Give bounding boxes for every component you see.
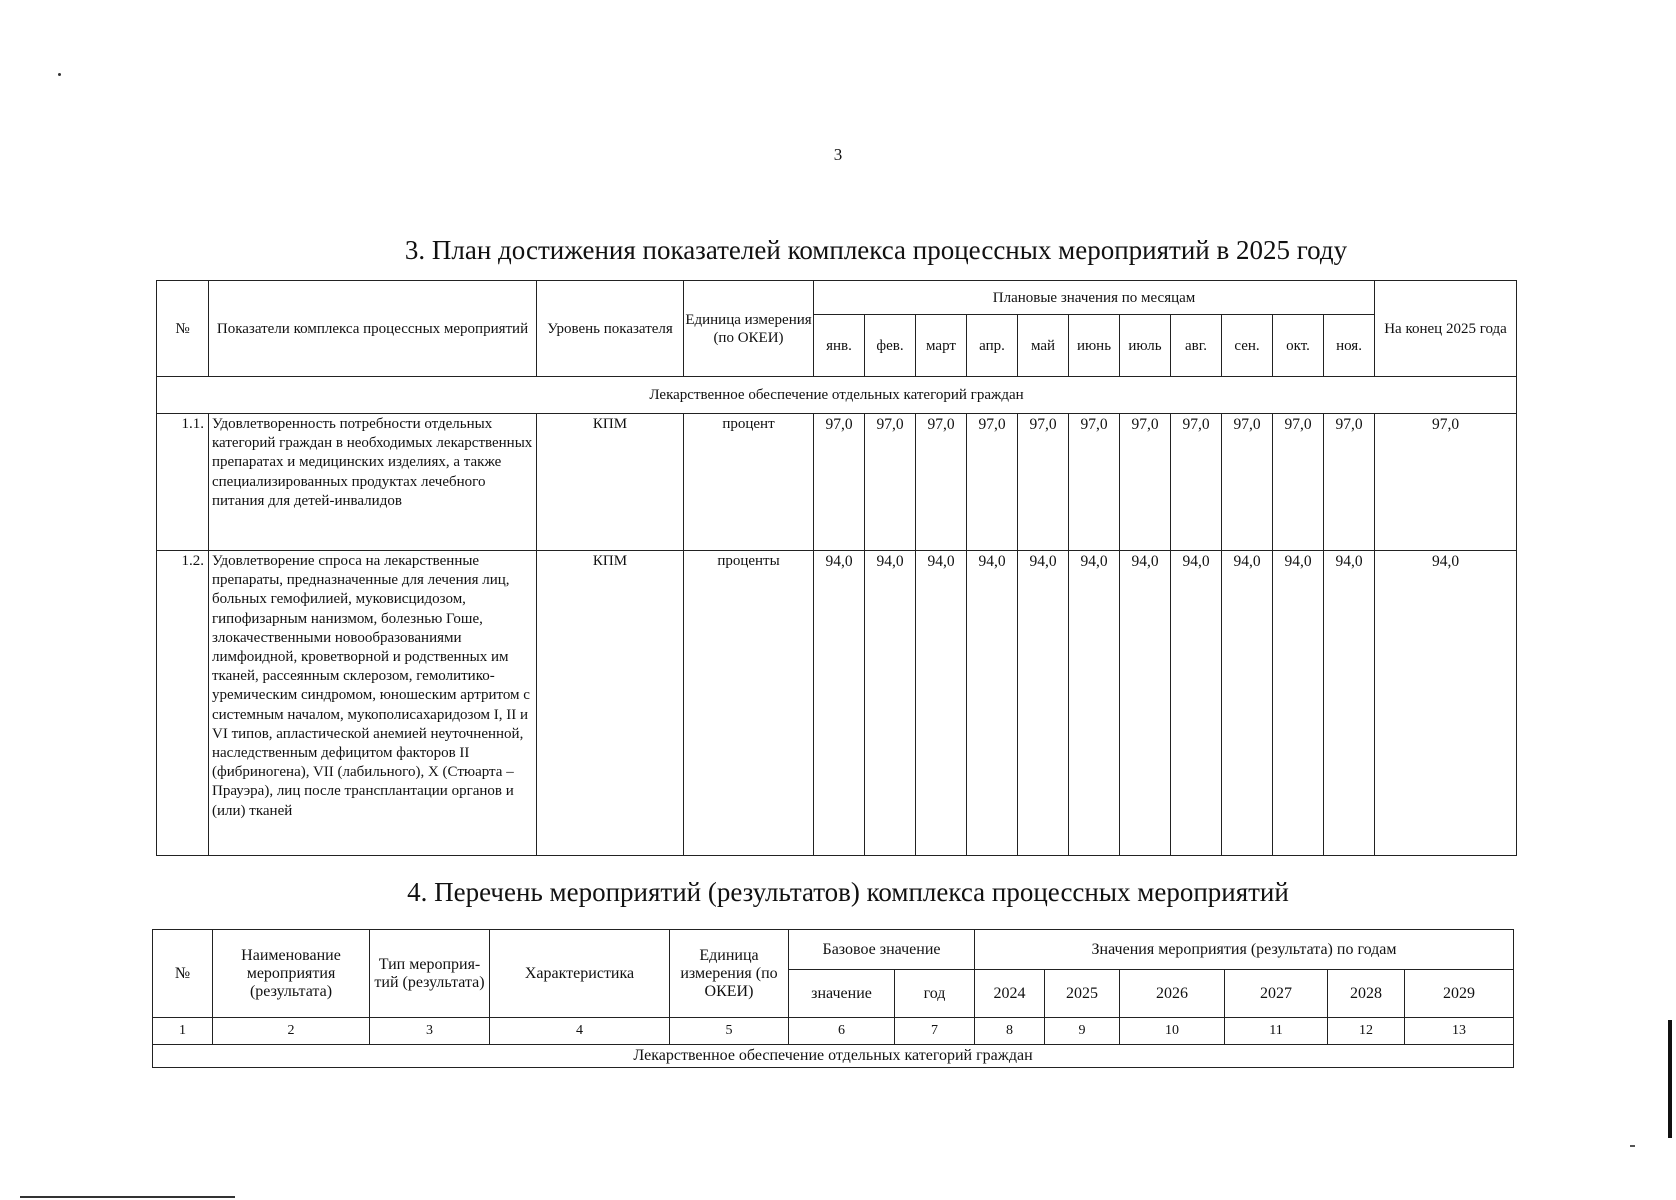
month-value: 94,0 [1018, 551, 1069, 856]
month-value: 94,0 [1222, 551, 1273, 856]
category-row: Лекарственное обеспечение отдельных категорий граждан [157, 377, 1517, 414]
indicator-name: Удовлетворенность потребности отдельных категорий граждан в необходимых лекарственных препаратах и медицинских изделиях, а также специализированных продуктах лечебного питания для детей-инвалидов [209, 414, 537, 551]
month-value: 97,0 [967, 414, 1018, 551]
row-number: 1.2. [157, 551, 209, 856]
header-month: сен. [1222, 315, 1273, 377]
month-value: 94,0 [1324, 551, 1375, 856]
month-value: 94,0 [865, 551, 916, 856]
header-year: 2029 [1405, 970, 1514, 1018]
activities-list-table [152, 929, 1514, 1068]
table-row [157, 551, 1517, 856]
indicator-unit: проценты [684, 551, 814, 856]
header-month: фев. [865, 315, 916, 377]
column-number: 3 [370, 1018, 490, 1045]
column-number: 4 [490, 1018, 670, 1045]
month-value: 94,0 [1120, 551, 1171, 856]
year-end-value: 97,0 [1375, 414, 1517, 551]
month-value: 97,0 [1324, 414, 1375, 551]
column-number: 8 [975, 1018, 1045, 1045]
header-month: авг. [1171, 315, 1222, 377]
column-number: 2 [213, 1018, 370, 1045]
header-base-value-year: год [895, 970, 975, 1018]
header-characteristic: Характеристика [490, 930, 670, 1018]
scan-margin-bar [1668, 1020, 1672, 1138]
header-yearly-values: Значения мероприятия (результата) по годам [975, 930, 1514, 970]
header-monthly-plan: Плановые значения по месяцам [814, 281, 1375, 315]
month-value: 94,0 [1171, 551, 1222, 856]
header-year: 2025 [1045, 970, 1120, 1018]
header-month: апр. [967, 315, 1018, 377]
column-number: 11 [1225, 1018, 1328, 1045]
month-value: 97,0 [916, 414, 967, 551]
section-4-title: 4. Перечень мероприятий (результатов) комплекса процессных мероприятий [407, 877, 1289, 907]
page-number: 3 [833, 145, 843, 164]
column-number: 5 [670, 1018, 789, 1045]
indicator-plan-table [156, 280, 1517, 856]
header-year: 2028 [1328, 970, 1405, 1018]
header-month: окт. [1273, 315, 1324, 377]
scan-speck [58, 73, 61, 76]
header-num: № [157, 281, 209, 377]
column-number: 7 [895, 1018, 975, 1045]
row-number: 1.1. [157, 414, 209, 551]
header-level: Уровень показателя [537, 281, 684, 377]
section-3-title: 3. План достижения показателей комплекса процессных мероприятий в 2025 году [404, 235, 1348, 265]
table-row [157, 414, 1517, 551]
header-year: 2027 [1225, 970, 1328, 1018]
month-value: 97,0 [1171, 414, 1222, 551]
header-num: № [153, 930, 213, 1018]
month-value: 97,0 [1120, 414, 1171, 551]
month-value: 94,0 [1273, 551, 1324, 856]
header-month: июль [1120, 315, 1171, 377]
month-value: 97,0 [1222, 414, 1273, 551]
column-number: 12 [1328, 1018, 1405, 1045]
month-value: 97,0 [865, 414, 916, 551]
indicator-name: Удовлетворение спроса на лекарственные препараты, предназначенные для лечения лиц, больных гемофилией, муковисцидозом, гипофизарным нанизмом, болезнью Гоше, злокачественными новообразованиями лимфоидной, кроветворной и родственных им тканей, рассеянным склерозом, гемолитико-уремическим синдромом, юношеским артритом с системным началом, мукополисахаридозом I, II и VI типов, апластической анемией неуточненной, наследственным дефицитом факторов II (фибриногена), VII (лабильного), X (Стюарта – Прауэра), лиц после трансплантации органов и (или) тканей [209, 551, 537, 856]
month-value: 97,0 [1273, 414, 1324, 551]
month-value: 94,0 [967, 551, 1018, 856]
header-month: май [1018, 315, 1069, 377]
scan-edge-mark [1630, 1145, 1635, 1147]
column-number: 6 [789, 1018, 895, 1045]
header-unit: Единица измерения (по ОКЕИ) [684, 281, 814, 377]
month-value: 94,0 [814, 551, 865, 856]
category-row: Лекарственное обеспечение отдельных категорий граждан [153, 1045, 1514, 1068]
month-value: 97,0 [1069, 414, 1120, 551]
header-year: 2024 [975, 970, 1045, 1018]
header-month: март [916, 315, 967, 377]
header-name: Наименование мероприятия (результата) [213, 930, 370, 1018]
indicator-unit: процент [684, 414, 814, 551]
column-number-row [153, 1018, 1514, 1045]
footnote-rule [20, 1196, 235, 1198]
month-value: 97,0 [1018, 414, 1069, 551]
header-base-value-value: значение [789, 970, 895, 1018]
column-number: 9 [1045, 1018, 1120, 1045]
column-number: 13 [1405, 1018, 1514, 1045]
month-value: 97,0 [814, 414, 865, 551]
header-unit: Единица измерения (по ОКЕИ) [670, 930, 789, 1018]
header-type: Тип мероприя- тий (результата) [370, 930, 490, 1018]
header-month: ноя. [1324, 315, 1375, 377]
column-number: 10 [1120, 1018, 1225, 1045]
year-end-value: 94,0 [1375, 551, 1517, 856]
indicator-level: КПМ [537, 414, 684, 551]
header-month: июнь [1069, 315, 1120, 377]
header-indicator: Показатели комплекса процессных мероприятий [209, 281, 537, 377]
header-month: янв. [814, 315, 865, 377]
indicator-level: КПМ [537, 551, 684, 856]
column-number: 1 [153, 1018, 213, 1045]
header-year: 2026 [1120, 970, 1225, 1018]
month-value: 94,0 [1069, 551, 1120, 856]
header-year-end: На конец 2025 года [1375, 281, 1517, 377]
header-base-value: Базовое значение [789, 930, 975, 970]
month-value: 94,0 [916, 551, 967, 856]
